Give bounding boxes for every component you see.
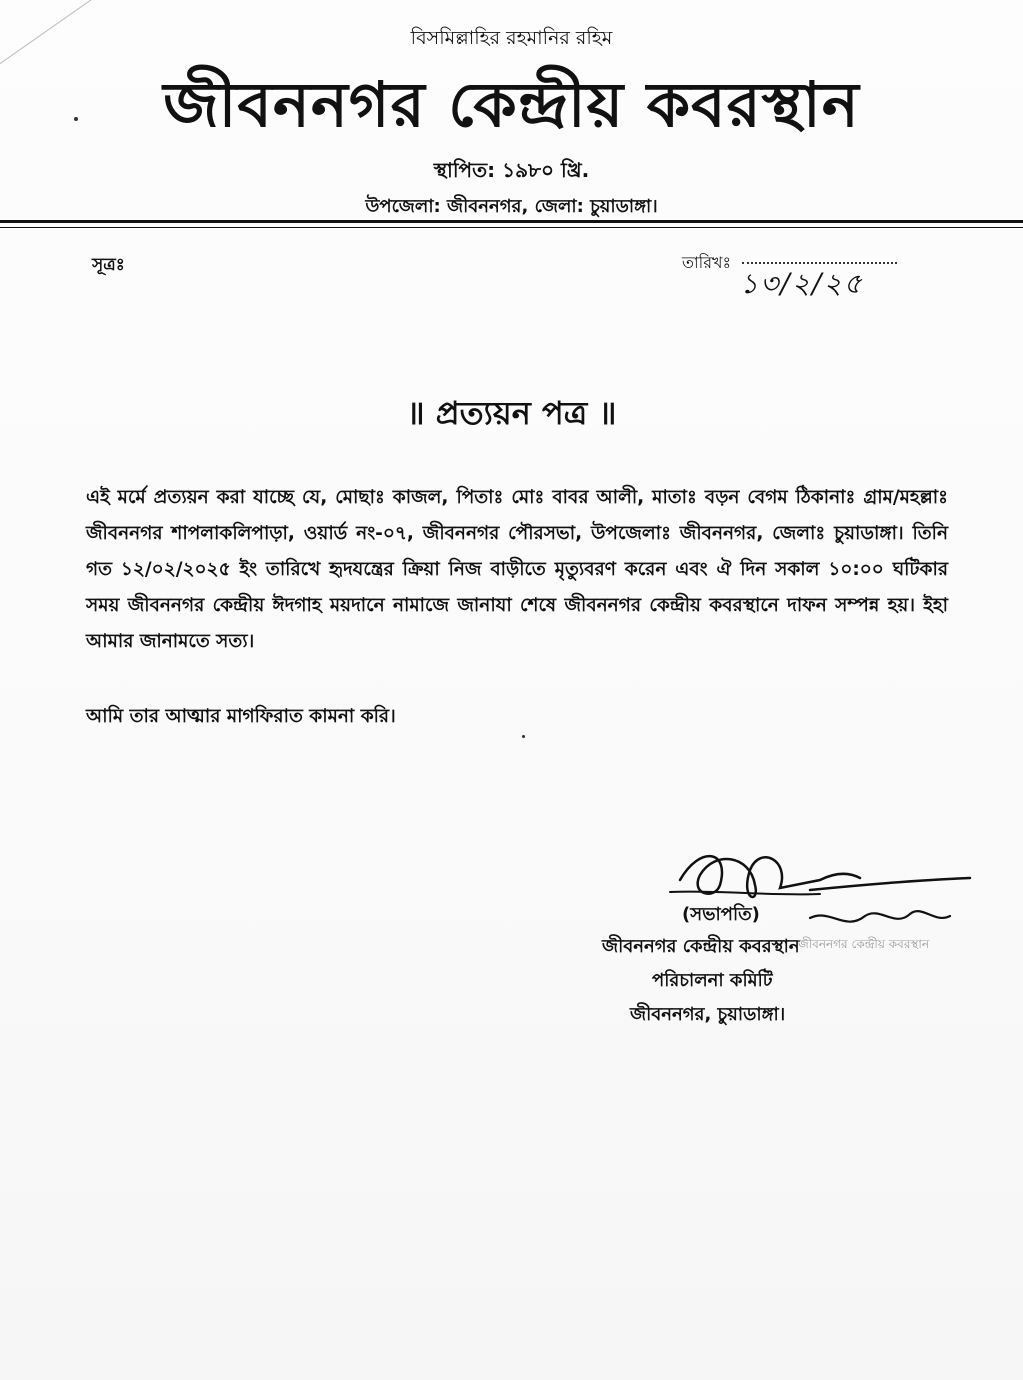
header-rule-thick bbox=[0, 220, 1023, 223]
reference-label: সূত্রঃ bbox=[92, 255, 125, 275]
stamp-committee: পরিচালনা কমিটি bbox=[652, 970, 773, 991]
header-rule-thin bbox=[0, 227, 1023, 228]
date-label: তারিখঃ bbox=[682, 253, 732, 272]
bismillah-line: বিসমিল্লাহির রহমানির রহিম bbox=[410, 27, 613, 49]
handwritten-date: ১৩/২/২৫ bbox=[740, 267, 864, 300]
ink-dot bbox=[522, 735, 525, 738]
letterhead-title: জীবননগর কেন্দ্রীয় কবরস্থান bbox=[163, 68, 860, 141]
established-line: স্থাপিত: ১৯৮০ খ্রি. bbox=[433, 158, 590, 182]
letterhead-address: উপজেলা: জীবননগর, জেলা: চুয়াডাঙ্গা। bbox=[365, 196, 658, 217]
stamp-organization: জীবননগর কেন্দ্রীয় কবরস্থান bbox=[602, 936, 800, 957]
certificate-heading: ॥ প্রত্যয়ন পত্র ॥ bbox=[406, 394, 617, 432]
stamp-faint-imprint: জীবননগর কেন্দ্রীয় কবরস্থান bbox=[798, 937, 929, 951]
signatory-title: (সভাপতি) bbox=[682, 904, 760, 925]
certificate-body: এই মর্মে প্রত্যয়ন করা যাচ্ছে যে, মোছাঃ কাজল, পিতাঃ মোঃ বাবর আলী, মাতাঃ বড়ন বেগম ঠিকানাঃ গ্রাম/মহল্লাঃ জীবননগর শাপলাকলিপাড়া, ওয়ার্ড নং-০৭, জীবননগর পৌরসভা, উপজেলাঃ জীবননগর, জেলাঃ চুয়াডাঙ্গা। তিনি গত ১২/০২/২০২৫ ইং তারিখে হৃদযন্ত্রের ক্রিয়া নিজ বাড়ীতে মৃত্যুবরণ করেন এবং ঐ দিন সকাল ১০:০০ ঘটিকার সময় জীবননগর কেন্দ্রীয় ঈদগাহ ময়দানে নামাজে জানাযা শেষে জীবননগর কেন্দ্রীয় কবরস্থানে দাফন সম্পন্ন হয়। ইহা আমার জানামতে সত্য। bbox=[86, 487, 948, 652]
stamp-location: জীবননগর, চুয়াডাঙ্গা। bbox=[630, 1004, 786, 1025]
signature-block bbox=[600, 840, 980, 1040]
prayer-line: আমি তার আত্মার মাগফিরাত কামনা করি। bbox=[86, 706, 396, 727]
